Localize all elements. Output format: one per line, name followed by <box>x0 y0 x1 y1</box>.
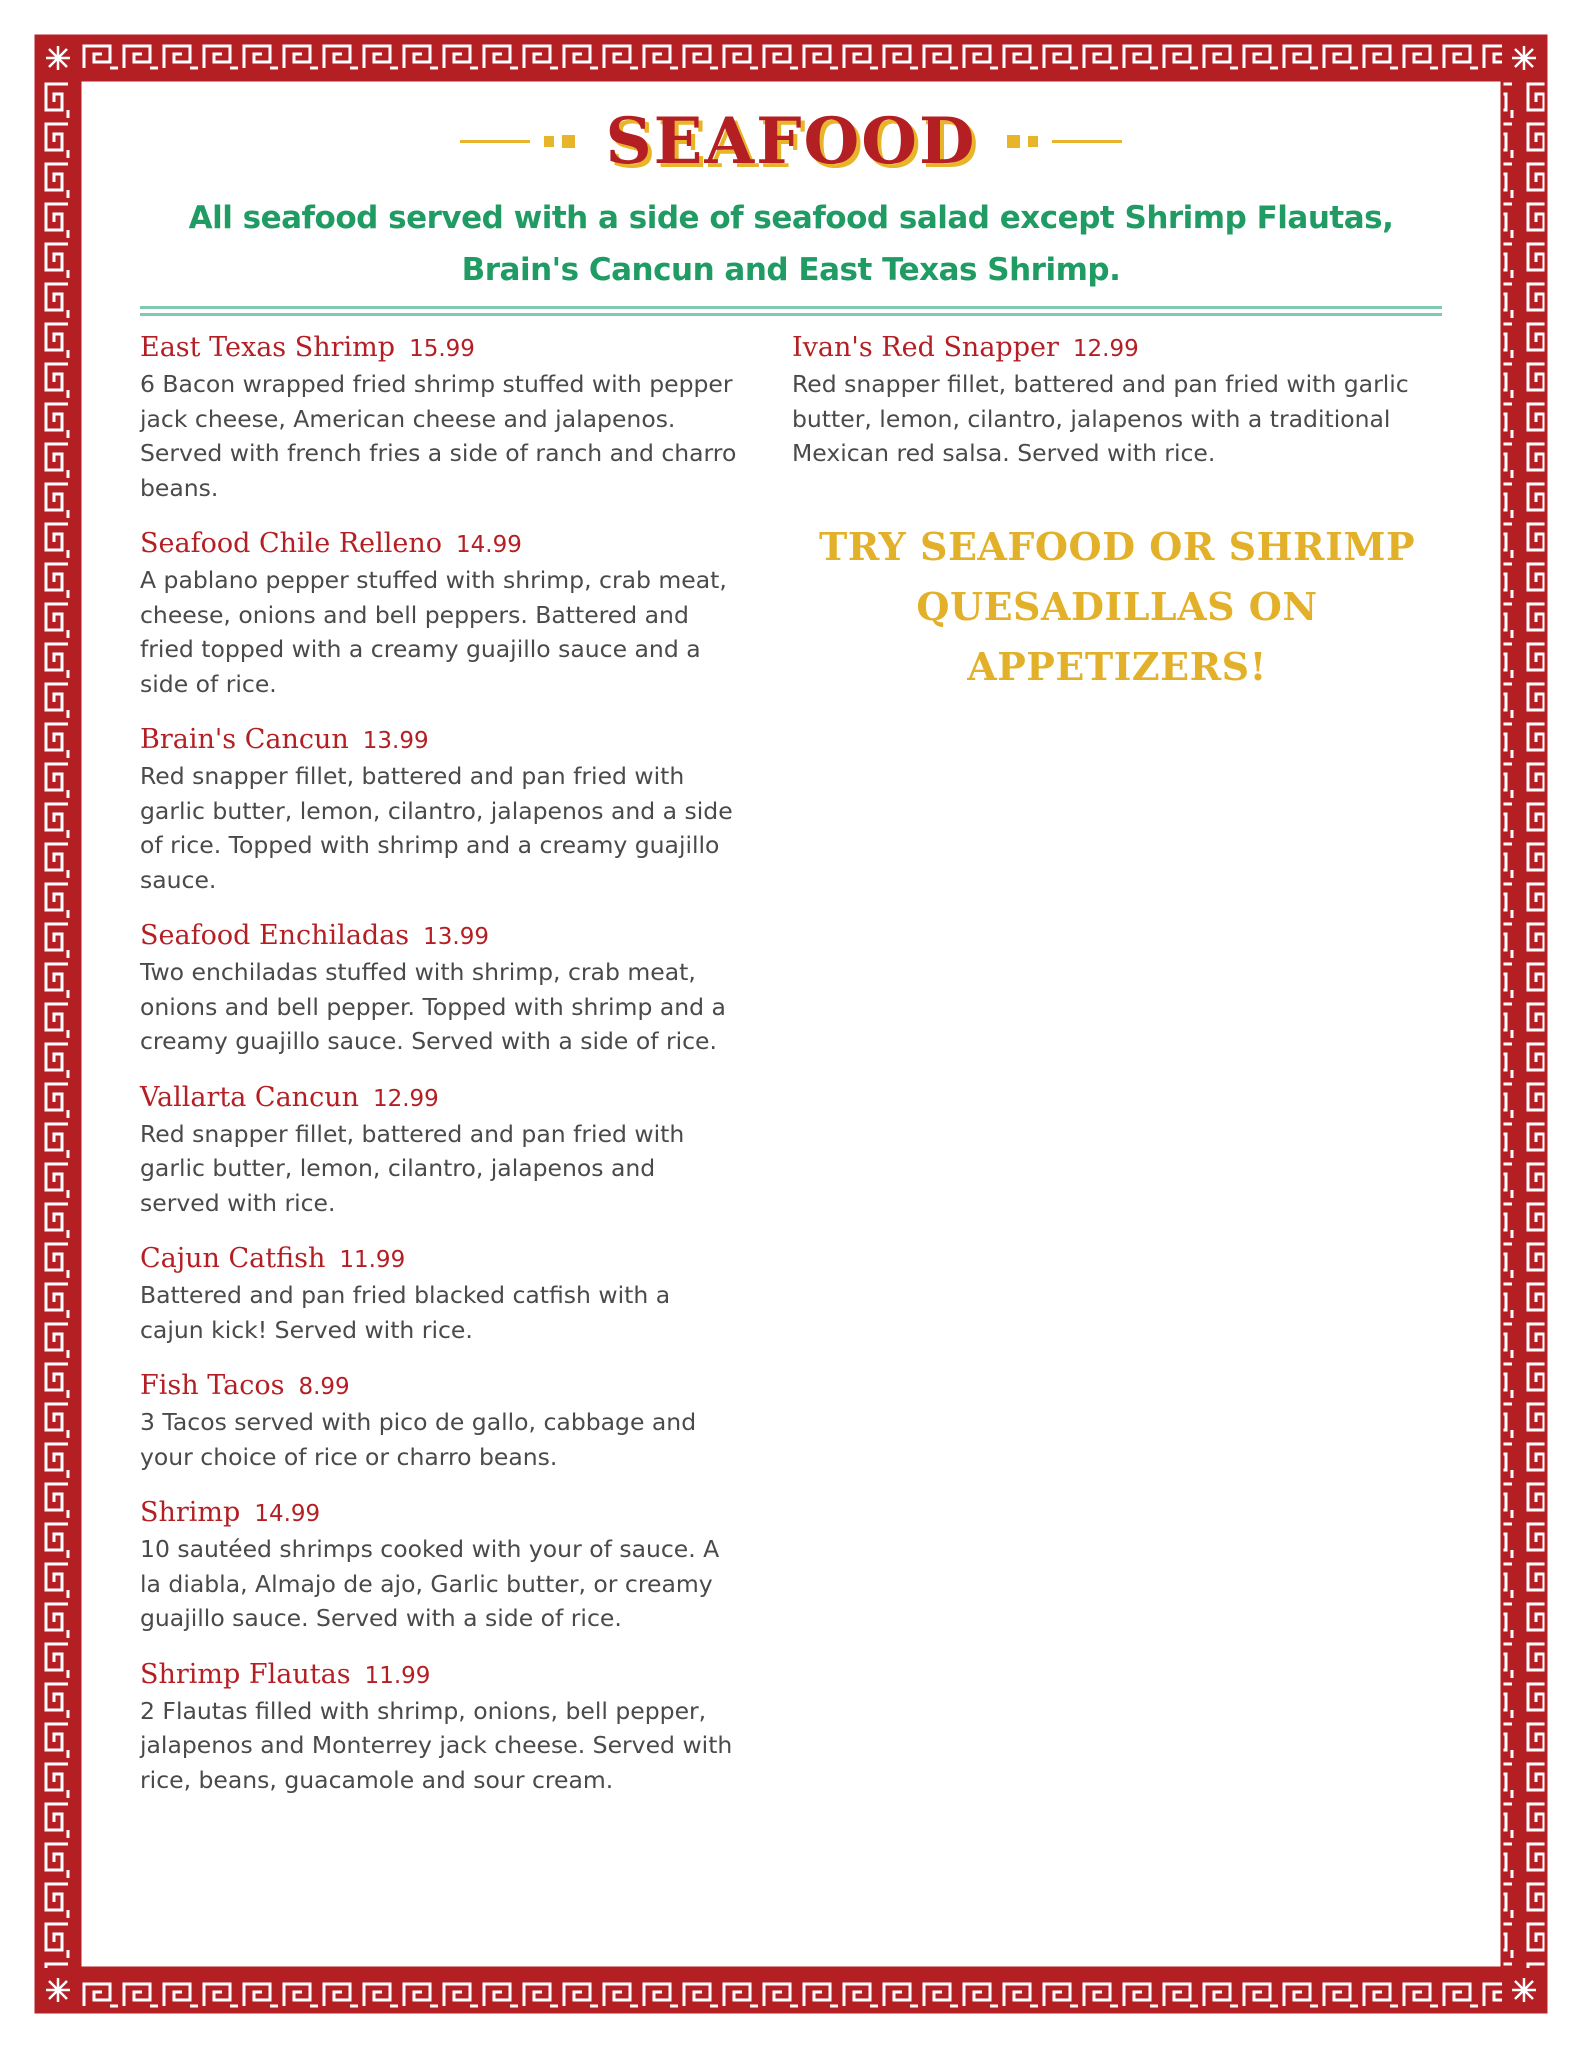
menu-item-header <box>140 1241 740 1278</box>
menu-item-description: A pablano pepper stuffed with shrimp, crab meat, cheese, onions and bell peppers. Battered and fried topped with a creamy guajillo sauce and a side of rice. <box>140 566 727 698</box>
menu-item-header <box>140 918 740 955</box>
menu-item-price: 13.99 <box>362 728 429 754</box>
menu-item-header <box>140 1080 740 1117</box>
menu-item-description: Red snapper fillet, battered and pan fried with garlic butter, lemon, cilantro, jalapenos and served with rice. <box>140 1119 685 1217</box>
menu-item-name: Seafood Enchiladas <box>140 920 410 951</box>
right-items <box>792 330 1442 471</box>
menu-item-description: 3 Tacos served with pico de gallo, cabbage and your choice of rice or charro beans. <box>140 1408 697 1471</box>
menu-item-name: Shrimp <box>140 1497 241 1528</box>
menu-item-name: Brain's Cancun <box>140 724 349 755</box>
promo-line-2: QUESADILLAS ON APPETIZERS! <box>916 583 1318 689</box>
menu-item-description: Two enchiladas stuffed with shrimp, crab meat, onions and bell pepper. Topped with shrimp and a creamy guajillo sauce. Served with a side of rice. <box>140 958 726 1055</box>
left-column <box>140 330 740 1818</box>
menu-item-name: Shrimp Flautas <box>140 1658 351 1690</box>
menu-item-description: 2 Flautas filled with shrimp, onions, bell pepper, jalapenos and Monterrey jack cheese. Served with rice, beans, guacamole and sour cream. <box>140 1696 733 1794</box>
menu-item-name: Seafood Chile Relleno <box>140 528 443 559</box>
menu-item <box>140 1495 740 1636</box>
section-divider <box>140 306 1442 316</box>
promo-banner <box>792 517 1442 697</box>
page-title: SEAFOOD <box>605 103 977 179</box>
menu-item-description: Red snapper fillet, battered and pan fried with garlic butter, lemon, cilantro, jalapenos and a side of rice. Topped with shrimp and a creamy guajillo sauce. <box>140 762 733 894</box>
menu-item-price: 11.99 <box>364 1662 431 1689</box>
menu-item-description: 10 sautéed shrimps cooked with your of sauce. A la diabla, Almajo de ajo, Garlic butter, or creamy guajillo sauce. Served with a side of rice. <box>140 1535 720 1632</box>
title-row <box>140 96 1442 186</box>
menu-item-name: Fish Tacos <box>140 1370 285 1401</box>
menu-item-header <box>792 330 1442 367</box>
page-subtitle: All seafood served with a side of seafood salad except Shrimp Flautas, Brain's Cancun and East Texas Shrimp. <box>188 200 1394 288</box>
title-divider-left <box>460 140 530 143</box>
menu-item-price: 11.99 <box>339 1247 406 1273</box>
menu-item-header <box>140 1657 740 1694</box>
menu-columns <box>140 330 1442 1818</box>
menu-item <box>792 330 1442 471</box>
title-ornament-left <box>540 135 579 148</box>
menu-item-header <box>140 722 740 759</box>
menu-item-name: Vallarta Cancun <box>140 1081 359 1113</box>
menu-item-name: East Texas Shrimp <box>140 332 396 363</box>
menu-item <box>140 1657 740 1798</box>
menu-item-description: Battered and pan fried blacked catfish with a cajun kick! Served with rice. <box>140 1281 671 1344</box>
menu-item-header <box>140 526 740 563</box>
menu-item <box>140 1368 740 1474</box>
menu-item-header <box>140 1368 740 1405</box>
menu-item-price: 14.99 <box>456 532 522 558</box>
menu-item <box>140 1080 740 1221</box>
menu-item-price: 12.99 <box>1072 336 1139 362</box>
menu-item-price: 8.99 <box>298 1374 350 1400</box>
promo-line-1: TRY SEAFOOD OR SHRIMP <box>818 523 1416 569</box>
menu-item <box>140 330 740 505</box>
menu-item-price: 13.99 <box>423 924 490 950</box>
menu-item-name: Ivan's Red Snapper <box>792 332 1059 363</box>
menu-item-header <box>140 330 740 367</box>
menu-item <box>140 918 740 1059</box>
title-divider-right <box>1052 140 1122 143</box>
menu-item-price: 12.99 <box>372 1085 439 1112</box>
title-ornament-right <box>1003 135 1042 148</box>
menu-item-name: Cajun Catfish <box>140 1243 326 1274</box>
menu-item-header <box>140 1495 740 1532</box>
right-column <box>792 330 1442 1818</box>
menu-content <box>140 96 1442 1818</box>
menu-item-description: Red snapper fillet, battered and pan fried with garlic butter, lemon, cilantro, jalapenos with a traditional Mexican red salsa. Served with rice. <box>792 370 1409 467</box>
menu-item-price: 14.99 <box>254 1501 321 1527</box>
menu-item <box>140 526 740 701</box>
menu-item <box>140 722 740 897</box>
menu-item-description: 6 Bacon wrapped fried shrimp stuffed with pepper jack cheese, American cheese and jalapenos. Served with french fries a side of ranch and charro beans. <box>140 370 737 502</box>
menu-item-price: 15.99 <box>409 336 475 362</box>
menu-item <box>140 1241 740 1347</box>
